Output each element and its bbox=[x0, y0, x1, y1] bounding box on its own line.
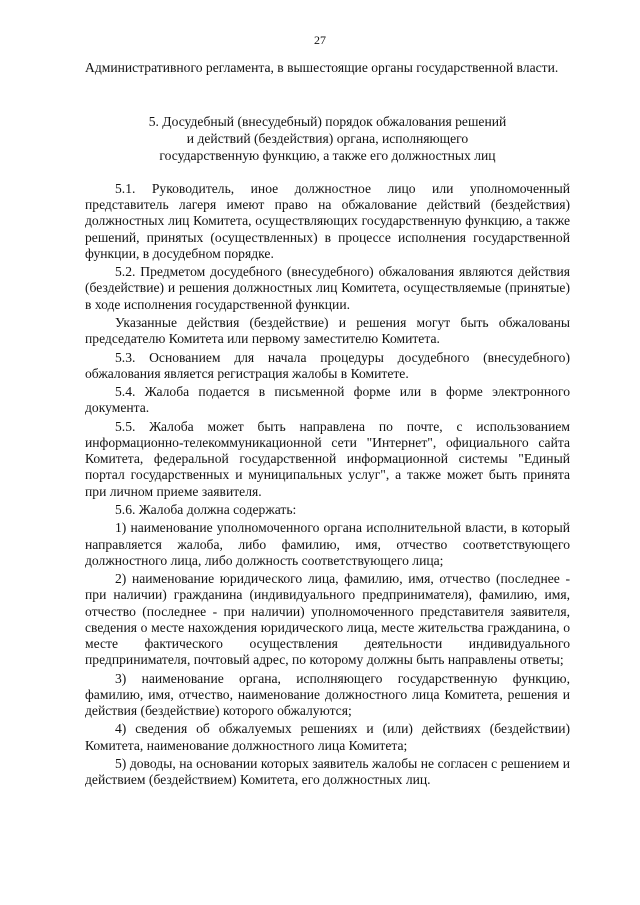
paragraph-5-2: 5.2. Предметом досудебного (внесудебного) обжалования являются действия (бездействие) и решения должностных лиц Комитета, осуществляемые (принятые) в ходе исполнения государственной функции. bbox=[85, 264, 570, 312]
list-item-5: 5) доводы, на основании которых заявитель жалобы не согласен с решением и действием (бездействием) Комитета, его должностных лиц. bbox=[85, 755, 570, 788]
list-item-1: 1) наименование уполномоченного органа исполнительной власти, в который направляется жалоба, либо фамилию, имя, отчество соответствующего должностного лица, либо должность соответствующего лица; bbox=[85, 520, 570, 568]
paragraph-5-3: 5.3. Основанием для начала процедуры досудебного (внесудебного) обжалования является регистрация жалобы в Комитете. bbox=[85, 349, 570, 381]
section-title-line: государственную функцию, а также его должностных лиц bbox=[159, 147, 496, 163]
page-number: 27 bbox=[314, 33, 326, 47]
list-item-2: 2) наименование юридического лица, фамилию, имя, отчество (последнее - при наличии) гражданина (индивидуального предпринимателя), фамилию, имя, отчество (последнее - при наличии) уполномоченного представителя заявителя, сведения о месте нахождения юридического лица, месте жительства гражданина, о месте фактического осуществления деятельности индивидуального предпринимателя, почтовый адрес, по которому должны быть направлены ответы; bbox=[85, 571, 570, 668]
paragraph-5-6: 5.6. Жалоба должна содержать: bbox=[115, 501, 297, 517]
paragraph-5-1: 5.1. Руководитель, иное должностное лицо или уполномоченный представитель лагеря имеют право на обжалование действий (бездействия) должностных лиц Комитета, осуществляющих государственную функцию, а также решений, принятых (осуществленных) в процессе исполнения государственной функции, в досудебном порядке. bbox=[85, 181, 570, 261]
section-title bbox=[85, 114, 570, 164]
section-body bbox=[85, 181, 570, 791]
paragraph-appeal-recipients: Указанные действия (бездействие) и решения могут быть обжалованы председателю Комитета или первому заместителю Комитета. bbox=[85, 315, 570, 347]
paragraph-5-4: 5.4. Жалоба подается в письменной форме или в форме электронного документа. bbox=[85, 384, 570, 416]
list-item-3: 3) наименование органа, исполняющего государственную функцию, фамилию, имя, отчество, наименование должностного лица Комитета, решения и действия (бездействие) которого обжалуются; bbox=[85, 670, 570, 718]
continuation-paragraph: Административного регламента, в вышестоящие органы государственной власти. bbox=[85, 60, 559, 75]
section-title-line: 5. Досудебный (внесудебный) порядок обжалования решений bbox=[148, 114, 507, 129]
paragraph-5-5: 5.5. Жалоба может быть направлена по почте, с использованием информационно-телекоммуникационной сети "Интернет", официального сайта Комитета, федеральной государственной информационной системы "Единый портал государственных и муниципальных услуг", а также может быть принята при личном приеме заявителя. bbox=[85, 418, 570, 499]
list-item-4: 4) сведения об обжалуемых решениях и (или) действиях (бездействии) Комитета, наименование должностного лица Комитета; bbox=[85, 721, 570, 753]
section-title-line: и действий (бездействия) органа, исполняющего bbox=[186, 130, 469, 146]
